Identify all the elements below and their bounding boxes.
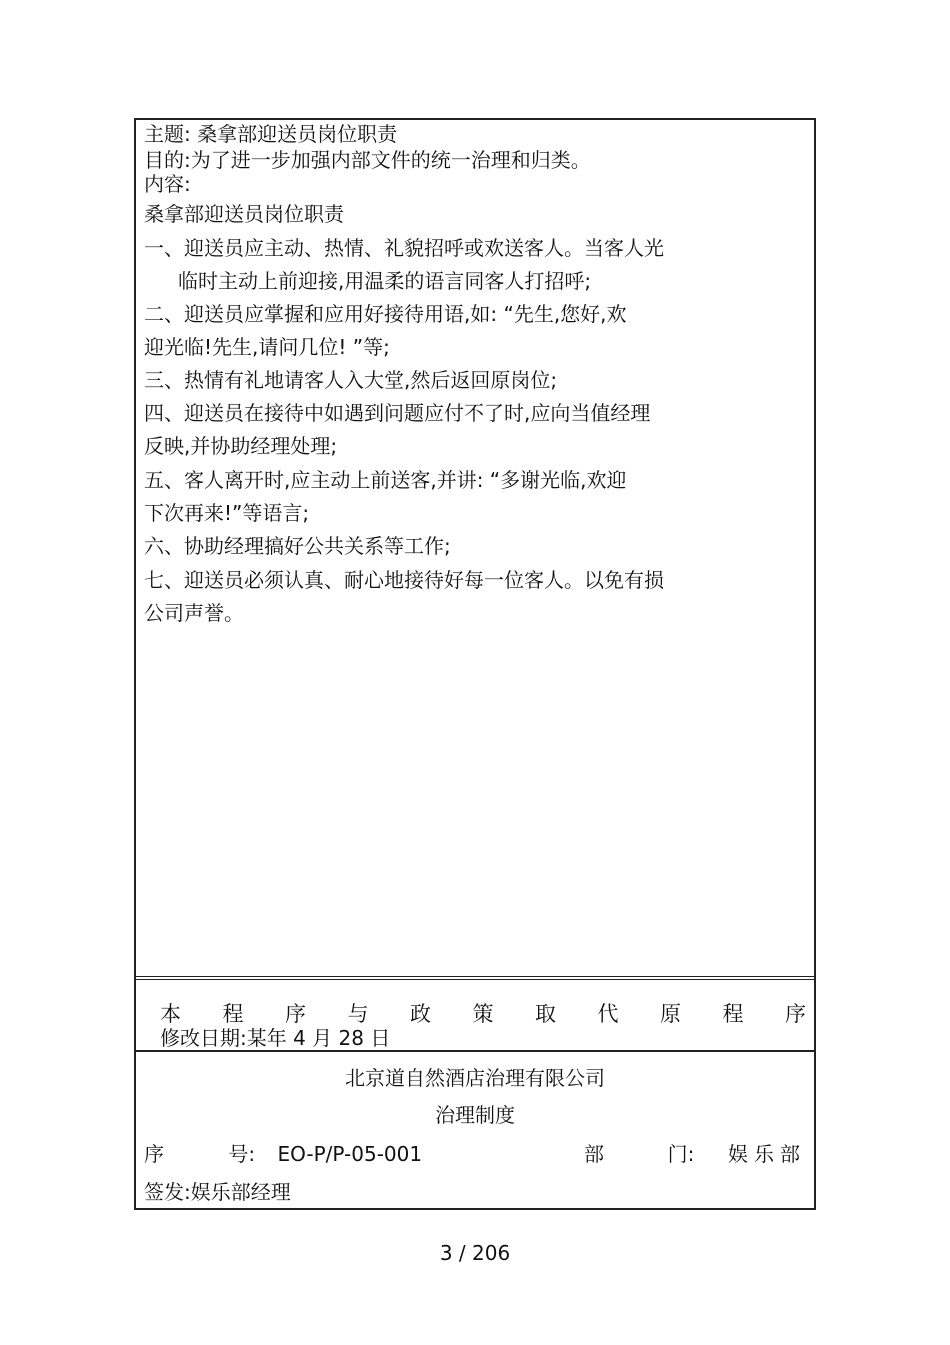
issuer: 签发:娱乐部经理 <box>144 1180 291 1204</box>
divider <box>136 1050 814 1052</box>
purpose-line: 目的:为了进一步加强内部文件的统一治理和归类。 <box>144 148 591 172</box>
notice-char: 序 <box>285 1002 306 1026</box>
body-line: 六、协助经理搞好公共关系等工作; <box>144 534 451 558</box>
divider <box>136 979 814 980</box>
body-line: 四、迎送员在接待中如遇到问题应付不了时,应向当值经理 <box>144 401 651 425</box>
notice-char: 原 <box>660 1002 681 1026</box>
body-line: 七、迎送员必须认真、耐心地接待好每一位客人。以免有损 <box>144 568 664 592</box>
notice-char: 程 <box>222 1002 244 1026</box>
body-line: 三、热情有礼地请客人入大堂,然后返回原岗位; <box>144 368 558 392</box>
body-line: 公司声誉。 <box>144 601 244 625</box>
company-name: 北京道自然酒店治理有限公司 <box>345 1066 605 1090</box>
document-frame <box>134 118 816 1210</box>
body-line: 临时主动上前迎接,用温柔的语言同客人打招呼; <box>178 269 592 293</box>
subject-line: 主题: 桑拿部迎送员岗位职责 <box>144 122 398 146</box>
body-line: 反映,并协助经理处理; <box>144 434 338 458</box>
seq-value: EO-P/P-05-001 <box>277 1142 423 1166</box>
body-line: 一、迎送员应主动、热情、礼貌招呼或欢送客人。当客人光 <box>144 236 664 260</box>
notice-char: 取 <box>535 1002 556 1026</box>
body-line: 下次再来!”等语言; <box>144 501 310 525</box>
dept-value: 娱乐部 <box>728 1142 806 1166</box>
notice-char: 序 <box>785 1002 806 1026</box>
dept-label: 部 门: <box>584 1142 695 1166</box>
doc-type: 治理制度 <box>435 1103 515 1127</box>
revision-date: 修改日期:某年 4 月 28 日 <box>160 1026 391 1050</box>
seq-label-char: 序 <box>144 1142 164 1166</box>
notice-char: 程 <box>722 1002 744 1026</box>
notice-char: 与 <box>347 1002 369 1026</box>
seq-label <box>144 1142 422 1166</box>
body-title: 桑拿部迎送员岗位职责 <box>144 202 344 226</box>
seq-label-char: 号: <box>228 1142 256 1166</box>
content-cell <box>136 120 814 977</box>
notice-char: 策 <box>472 1002 494 1026</box>
notice-char: 代 <box>597 1002 619 1026</box>
notice-char: 政 <box>410 1002 431 1026</box>
content-label: 内容: <box>144 172 191 196</box>
body-line: 五、客人离开时,应主动上前送客,并讲: “多谢光临,欢迎 <box>144 468 627 492</box>
body-line: 迎光临!先生,请问几位! ”等; <box>144 335 390 359</box>
notice-char: 本 <box>160 1002 181 1026</box>
replace-notice <box>160 1002 806 1026</box>
page-number: 3 / 206 <box>439 1241 511 1265</box>
body-line: 二、迎送员应掌握和应用好接待用语,如: “先生,您好,欢 <box>144 302 627 326</box>
